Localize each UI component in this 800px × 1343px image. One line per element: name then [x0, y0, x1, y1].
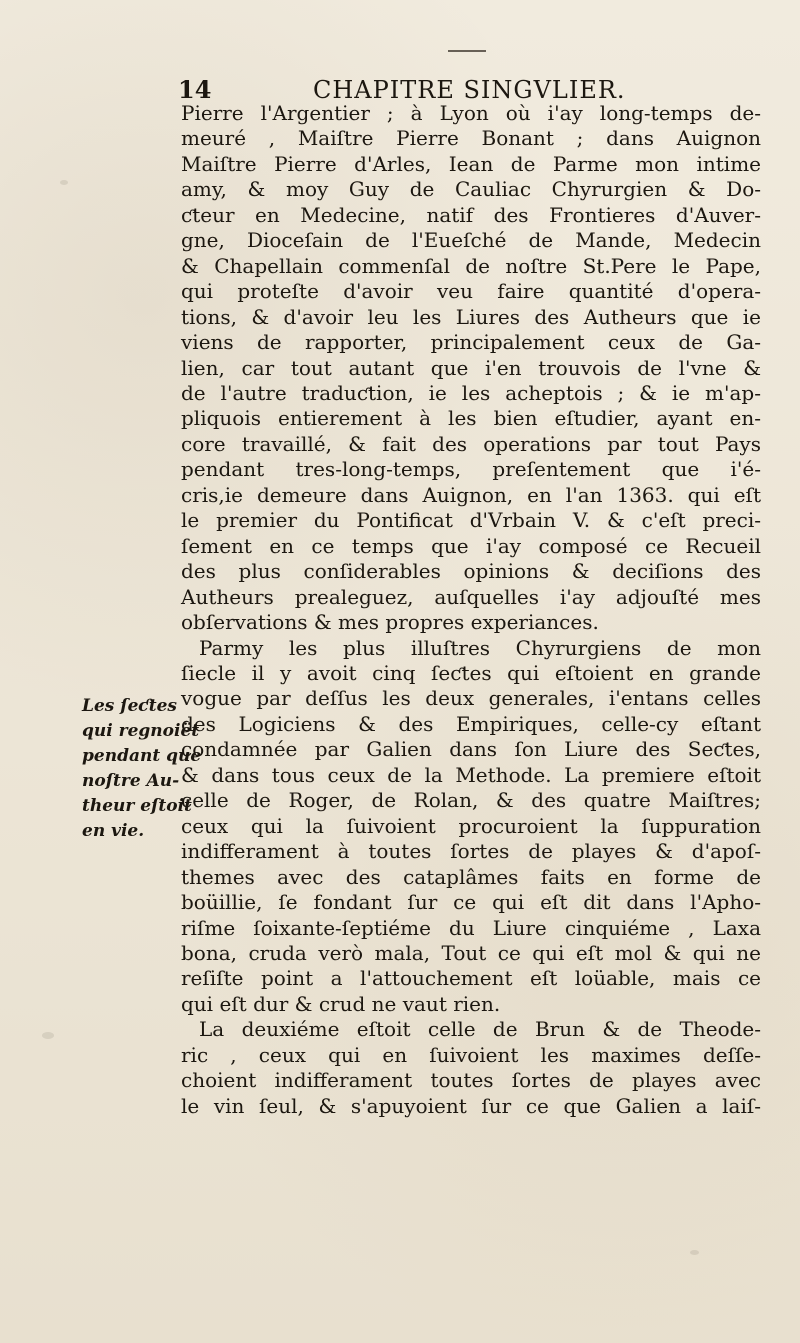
text-line: bona, cruda verò mala, Tout ce qui eſt mol & qui ne [181, 940, 761, 965]
text-line: cris,ie demeure dans Auignon, en l'an 1363. qui eſt [181, 482, 761, 507]
text-line: La deuxiéme eſtoit celle de Brun & de Theode- [199, 1017, 761, 1042]
text-line: pendant tres-long-temps, preſentement que i'é- [181, 457, 761, 482]
text-line: qui proteſte d'avoir veu faire quantité d'opera- [181, 279, 761, 304]
text-line: pliquois entierement à les bien eſtudier, ayant en- [181, 406, 761, 431]
text-line: reſiſte point a l'attouchement eſt loüable, mais ce [181, 966, 761, 991]
text-line: Pierre l'Argentier ; à Lyon où i'ay long-temps de- [181, 101, 761, 125]
text-line: qui eſt dur & crud ne vaut rien. [181, 991, 501, 1016]
text-line: tions, & d'avoir leu les Liures des Autheurs que ie [181, 304, 761, 329]
paper-speck [42, 1032, 54, 1039]
top-ornament-rule [448, 50, 486, 52]
text-line: de l'autre traduƈtion, ie les acheptois ; & ie m'ap- [181, 380, 761, 405]
text-line: indifferament à toutes ſortes de playes & d'apoſ- [181, 839, 761, 864]
chapter-title: CHAPITRE SINGVLIER. [313, 76, 626, 104]
text-line: core travaillé, & fait des operations par tout Pays [181, 431, 761, 456]
text-line: le vin ſeul, & s'apuyoient ſur ce que Galien a laiſ- [181, 1093, 761, 1118]
paper-speck [60, 180, 68, 185]
text-line: choient indifferament toutes ſortes de playes avec [181, 1068, 761, 1093]
text-line: lien, car tout autant que i'en trouvois de l'vne & [181, 355, 761, 380]
text-line: obſervations & mes propres experiances. [181, 610, 599, 635]
text-line: ƈteur en Medecine, natif des Frontieres d'Auver- [181, 202, 761, 227]
text-line: viens de rapporter, principalement ceux de Ga- [181, 330, 761, 355]
text-line: ric , ceux qui en ſuivoient les maximes deſſe- [181, 1042, 761, 1067]
margin-note [82, 694, 202, 844]
text-line: riſme ſoixante-ſeptiéme du Liure cinquiéme , Laxa [181, 915, 761, 940]
text-line: themes avec des cataplâmes faits en forme de [181, 864, 761, 889]
text-line: Parmy les plus illuſtres Chyrurgiens de mon [199, 635, 761, 660]
text-line: vogue par deſſus les deux generales, i'entans celles [181, 686, 761, 711]
text-line: meuré , Maiſtre Pierre Bonant ; dans Auignon [181, 126, 761, 151]
text-line: boüillie, ſe fondant ſur ce qui eſt dit dans l'Apho- [181, 890, 761, 915]
text-line: ceux qui la ſuivoient procuroient la ſuppuration [181, 813, 761, 838]
text-line: amy, & moy Guy de Cauliac Chyrurgien & Do- [181, 177, 761, 202]
text-line: Autheurs prealeguez, auſquelles i'ay adjouſté mes [181, 584, 761, 609]
page-number: 14 [178, 75, 212, 104]
text-line: celle de Roger, de Rolan, & des quatre Maiſtres; [181, 788, 761, 813]
text-line: gne, Dioceſain de l'Eueſché de Mande, Medecin [181, 228, 761, 253]
paper-speck [690, 1250, 699, 1255]
text-line: ſement en ce temps que i'ay composé ce Recueil [181, 533, 761, 558]
margin-note-line: Les ſeƈtes [82, 696, 177, 716]
text-line: & dans tous ceux de la Methode. La premiere eſtoit [181, 762, 761, 787]
margin-note-line: noſtre Au- [82, 771, 180, 791]
text-line: Maiſtre Pierre d'Arles, Iean de Parme mon intime [181, 151, 761, 176]
margin-note-line: qui regnoiët [82, 721, 200, 741]
paper-speck [740, 540, 746, 544]
margin-note-line: en vie. [82, 821, 145, 841]
text-line: des plus conſiderables opinions & deciſions des [181, 559, 761, 584]
text-line: le premier du Pontificat d'Vrbain V. & c'eſt preci- [181, 508, 761, 533]
text-line: condamnée par Galien dans ſon Liure des Seƈtes, [181, 737, 761, 762]
margin-note-line: theur eſtoit [82, 796, 192, 816]
text-line: ſiecle il y avoit cinq ſeƈtes qui eſtoient en grande [181, 660, 761, 685]
margin-note-line: pendant que [82, 746, 202, 766]
text-line: des Logiciens & des Empiriques, celle-cy eſtant [181, 711, 761, 736]
text-line: & Chapellain commenſal de noſtre St.Pere le Pape, [181, 253, 761, 278]
body-text [181, 101, 761, 1119]
